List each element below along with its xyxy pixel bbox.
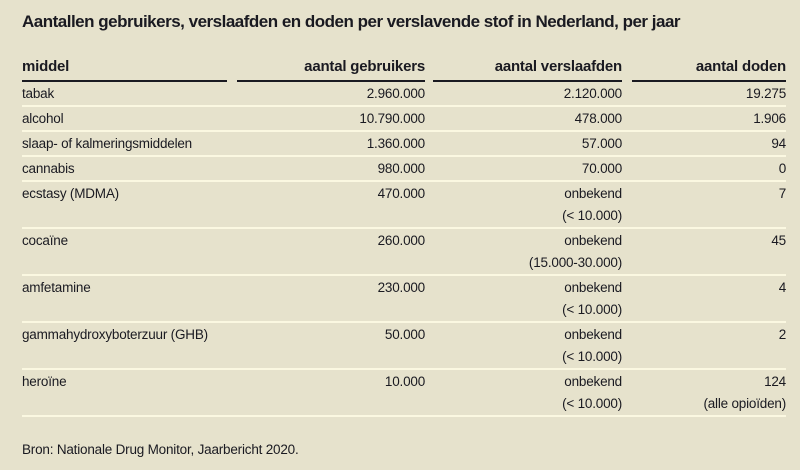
cell-doden [622, 132, 786, 155]
cell-doden-value: 2 [778, 327, 786, 342]
cell-middel-value: cocaïne [22, 233, 68, 248]
table-body [22, 82, 786, 417]
cell-verslaafden-value: 70.000 [581, 161, 622, 176]
cell-doden-value: 45 [771, 233, 786, 248]
cell-verslaafden-value: 478.000 [574, 111, 622, 126]
cell-verslaafden-value: onbekend [564, 374, 622, 389]
cell-middel [22, 323, 227, 368]
cell-middel [22, 107, 227, 130]
cell-verslaafden [425, 370, 622, 415]
cell-gebruikers [227, 370, 425, 415]
cell-verslaafden-value: onbekend [564, 280, 622, 295]
cell-doden-value: 4 [778, 280, 786, 295]
cell-doden [622, 276, 786, 321]
column-header-middel: middel [22, 58, 227, 82]
cell-middel-value: cannabis [22, 161, 75, 176]
cell-verslaafden-value: onbekend [564, 233, 622, 248]
cell-verslaafden-value: onbekend [564, 186, 622, 201]
cell-verslaafden [425, 157, 622, 180]
table-header-row [22, 58, 786, 82]
cell-middel-value: gammahydroxyboterzuur (GHB) [22, 327, 208, 342]
cell-verslaafden-value: onbekend [564, 327, 622, 342]
cell-gebruikers-value: 50.000 [384, 327, 425, 342]
cell-verslaafden [425, 323, 622, 368]
cell-gebruikers [227, 107, 425, 130]
cell-verslaafden [425, 82, 622, 105]
data-table [22, 58, 786, 417]
source-note: Bron: Nationale Drug Monitor, Jaarbericht 2020. [22, 442, 299, 457]
column-header-aantal-doden: aantal doden [632, 58, 786, 82]
cell-verslaafden [425, 276, 622, 321]
cell-verslaafden-value: 2.120.000 [563, 86, 622, 101]
cell-gebruikers-value: 10.000 [384, 374, 425, 389]
cell-verslaafden-range-note: (15.000-30.000) [528, 255, 622, 270]
table-row [22, 82, 786, 107]
cell-middel [22, 82, 227, 105]
cell-doden-value: 0 [778, 161, 786, 176]
table-row [22, 107, 786, 132]
cell-middel-value: ecstasy (MDMA) [22, 186, 119, 201]
cell-gebruikers [227, 157, 425, 180]
cell-doden-value: 7 [778, 186, 786, 201]
table-row [22, 132, 786, 157]
table-row [22, 370, 786, 417]
cell-doden [622, 182, 786, 227]
table-row [22, 229, 786, 276]
cell-gebruikers [227, 82, 425, 105]
cell-gebruikers [227, 229, 425, 274]
cell-verslaafden-range-note: (< 10.000) [562, 208, 622, 223]
cell-doden [622, 82, 786, 105]
cell-middel [22, 132, 227, 155]
cell-doden [622, 157, 786, 180]
cell-middel [22, 276, 227, 321]
cell-doden [622, 323, 786, 368]
cell-middel [22, 157, 227, 180]
cell-doden-value: 94 [771, 136, 786, 151]
cell-middel [22, 229, 227, 274]
cell-verslaafden-range-note: (< 10.000) [562, 396, 622, 411]
cell-verslaafden-range-note: (< 10.000) [562, 349, 622, 364]
cell-gebruikers-value: 10.790.000 [359, 111, 425, 126]
cell-gebruikers [227, 132, 425, 155]
cell-middel-value: alcohol [22, 111, 64, 126]
cell-doden [622, 107, 786, 130]
table-row [22, 157, 786, 182]
cell-gebruikers-value: 2.960.000 [366, 86, 425, 101]
cell-middel-value: slaap- of kalmeringsmiddelen [22, 136, 192, 151]
cell-doden-value: 1.906 [753, 111, 786, 126]
cell-middel-value: heroïne [22, 374, 67, 389]
table-row [22, 323, 786, 370]
column-header-aantal-verslaafden: aantal verslaafden [433, 58, 622, 82]
cell-middel-value: amfetamine [22, 280, 91, 295]
cell-gebruikers-value: 260.000 [377, 233, 425, 248]
cell-gebruikers-value: 470.000 [377, 186, 425, 201]
cell-verslaafden [425, 182, 622, 227]
cell-doden [622, 229, 786, 274]
cell-doden-value: 124 [764, 374, 786, 389]
cell-doden-value: 19.275 [745, 86, 786, 101]
cell-gebruikers [227, 276, 425, 321]
cell-verslaafden-range-note: (< 10.000) [562, 302, 622, 317]
cell-middel [22, 182, 227, 227]
cell-middel [22, 370, 227, 415]
cell-gebruikers-value: 1.360.000 [366, 136, 425, 151]
cell-verslaafden [425, 107, 622, 130]
table-row [22, 276, 786, 323]
figure-title: Aantallen gebruikers, verslaafden en doden per verslavende stof in Nederland, per jaar [22, 12, 681, 31]
cell-verslaafden-value: 57.000 [581, 136, 622, 151]
cell-gebruikers-value: 230.000 [377, 280, 425, 295]
cell-doden-range-note: (alle opioïden) [703, 396, 786, 411]
cell-gebruikers-value: 980.000 [377, 161, 425, 176]
cell-verslaafden [425, 229, 622, 274]
cell-verslaafden [425, 132, 622, 155]
cell-gebruikers [227, 182, 425, 227]
table-row [22, 182, 786, 229]
cell-doden [622, 370, 786, 415]
column-header-aantal-gebruikers: aantal gebruikers [237, 58, 425, 82]
cell-middel-value: tabak [22, 86, 55, 101]
cell-gebruikers [227, 323, 425, 368]
